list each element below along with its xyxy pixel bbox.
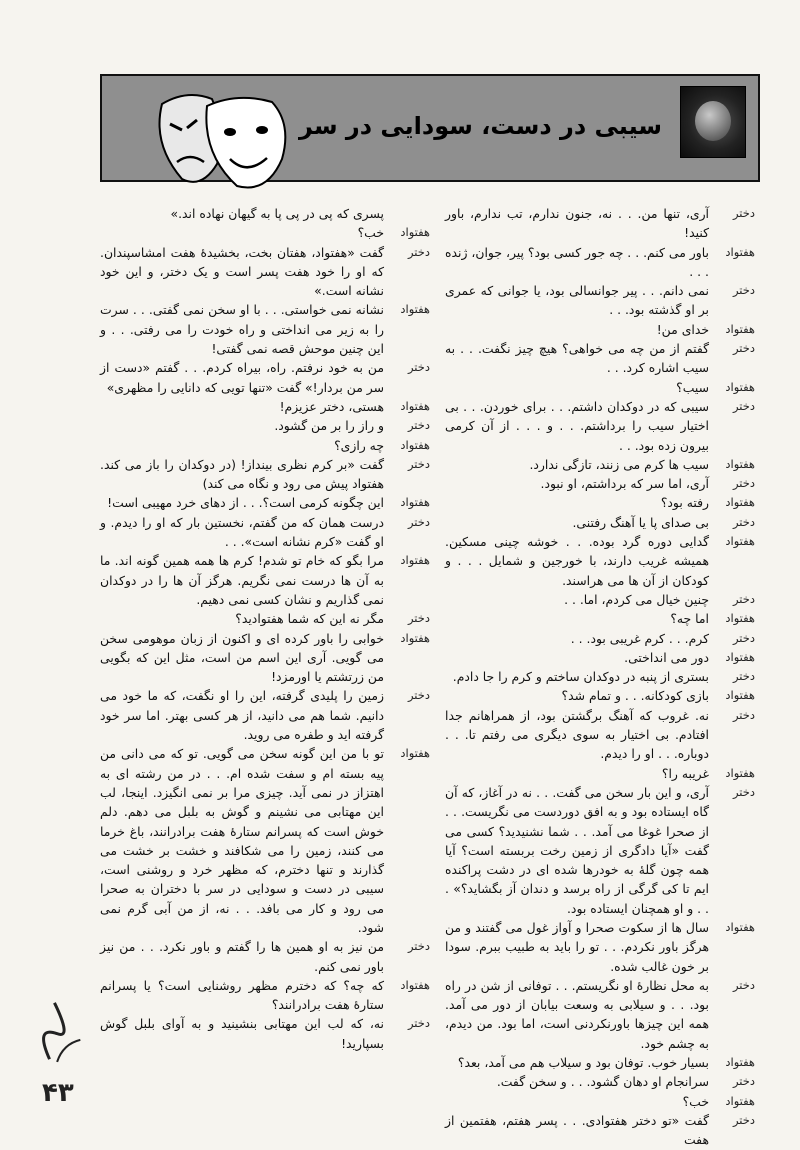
dialogue-text: سیب ها کرم می زنند، تازگی ندارد. [529, 456, 709, 472]
speaker-label: دختر [732, 476, 755, 491]
speaker-label: هفتواد [725, 1093, 755, 1108]
dialogue-line [445, 455, 755, 474]
speaker-label: دختر [732, 341, 755, 356]
dialogue-text: این چگونه کرمی است؟. . . از دهای خرد مهیبی است! [107, 495, 384, 511]
speaker-label: هفتواد [725, 688, 755, 703]
dialogue-line [100, 493, 430, 512]
dialogue-line [445, 493, 755, 512]
dialogue-line [100, 1014, 430, 1053]
dialogue-line [100, 686, 430, 744]
dialogue-line [100, 976, 430, 1015]
dialogue-text: رفته بود؟ [660, 495, 709, 511]
dialogue-line [100, 243, 430, 301]
right-column [445, 204, 755, 1150]
speaker-label: دختر [732, 514, 755, 529]
speaker-label: دختر [407, 456, 430, 471]
speaker-label: هفتواد [725, 1055, 755, 1070]
dialogue-line [100, 744, 430, 937]
dialogue-text: کرم. . . کرم غریبی بود. . . [570, 630, 709, 646]
dialogue-text: من نیز به او همین ها را گفتم و باور نکرد. . . من نیز باور نمی کنم. [100, 939, 384, 974]
speaker-label: هفتواد [725, 379, 755, 394]
dialogue-text: چه رازی؟ [334, 437, 384, 453]
dialogue-text: زمین را پلیدی گرفته، این را او نگفت، که ما خود می دانیم. شما هم می دانید، از هر کسی بهتر. اما سر خود گرفته اید و طفره می روید. [100, 688, 384, 743]
dialogue-line [445, 513, 755, 532]
speaker-label: هفتواد [725, 765, 755, 780]
speaker-label: هفتواد [400, 302, 430, 317]
speaker-label: دختر [407, 418, 430, 433]
dialogue-text: و راز را بر من گشود. [274, 418, 384, 434]
speaker-label: دختر [732, 977, 755, 992]
dialogue-line [445, 667, 755, 686]
dialogue-line [100, 300, 430, 358]
dialogue-text: خب؟ [357, 225, 384, 241]
dialogue-text: نشانه نمی خواستی. . . با او سخن نمی گفتی. . . سرت را به زیر می انداختی و راه خودت را می رفتی. . . و این چنین موحش قصه نمی گفتی! [100, 302, 384, 357]
dialogue-text: سیبی که در دوکدان داشتم. . . برای خوردن. . . بی اختیار سیب را برداشتم. . . و . . . از آن کرمی بیرون زده بود. . . [445, 398, 709, 453]
speaker-label: هفتواد [725, 495, 755, 510]
left-column [100, 204, 430, 1053]
dialogue-text: غریبه را؟ [661, 765, 709, 781]
dialogue-line [445, 609, 755, 628]
article-header [100, 74, 760, 182]
dialogue-line [445, 1072, 755, 1091]
speaker-label: دختر [407, 1016, 430, 1031]
speaker-label: دختر [732, 1112, 755, 1127]
speaker-label: هفتواد [400, 977, 430, 992]
speaker-label: هفتواد [400, 225, 430, 240]
dialogue-line [100, 513, 430, 552]
dialogue-line [100, 455, 430, 494]
speaker-label: دختر [407, 360, 430, 375]
dialogue-line [445, 1092, 755, 1111]
speaker-label: دختر [732, 669, 755, 684]
dialogue-line [445, 397, 755, 455]
dialogue-line [100, 551, 430, 609]
dialogue-text: مگر نه این که شما هفتوادید؟ [235, 611, 384, 627]
dialogue-line [100, 436, 430, 455]
speaker-label: هفتواد [400, 746, 430, 761]
dialogue-line [100, 609, 430, 628]
dialogue-line [445, 320, 755, 339]
dialogue-line [445, 976, 755, 1053]
dialogue-line [100, 416, 430, 435]
speaker-label: دختر [732, 1074, 755, 1089]
dialogue-line [445, 204, 755, 243]
magazine-logo [8, 986, 96, 1076]
speaker-label: دختر [732, 784, 755, 799]
dialogue-line [100, 223, 430, 242]
speaker-label: دختر [407, 611, 430, 626]
dialogue-text: سرانجام او دهان گشود. . . و سخن گفت. [496, 1074, 709, 1090]
dialogue-line [445, 783, 755, 918]
dialogue-text: خب؟ [682, 1093, 709, 1109]
dialogue-text: گدایی دوره گرد بوده. . . خوشه چینی مسکین. همیشه غریب دارند، با خورجین و شمایل . . . و کودکان از آن ها می هراسند. [445, 534, 709, 588]
speaker-label: هفتواد [400, 398, 430, 413]
dialogue-text: گفت «تو دختر هفتوادی. . . پسر هفتم، هفتمین از هفت [445, 1112, 709, 1148]
dialogue-text: آری، تنها من. . . نه، جنون ندارم، تب ندارم، باور کنید! [445, 206, 709, 241]
page-number: ۴۳ [42, 1078, 74, 1108]
dialogue-text: گفت «هفتواد، هفتان بخت، بخشیدهٔ هفت امشاسپندان. که او را خود هفت پسر است و یک دختر، و این خود نشانه است.» [100, 244, 384, 299]
apple-icon [695, 101, 731, 141]
speaker-label: هفتواد [400, 630, 430, 645]
dialogue-line [445, 243, 755, 282]
dialogue-line [445, 764, 755, 783]
speaker-label: دختر [732, 398, 755, 413]
dialogue-text: بستری از پنبه در دوکدان ساختم و کرم را جا دادم. [452, 669, 709, 685]
dialogue-text: گفت «بر کرم نظری بینداز! (در دوکدان را باز می کند. هفتواد پیش می رود و نگاه می کند) [100, 456, 384, 492]
speaker-label: هفتواد [725, 919, 755, 934]
dialogue-text: اما چه؟ [670, 611, 709, 627]
dialogue-line [445, 590, 755, 609]
speaker-label: هفتواد [725, 321, 755, 336]
dialogue-line [445, 706, 755, 764]
speaker-label: هفتواد [400, 553, 430, 568]
dialogue-text: سیب؟ [676, 379, 709, 395]
dialogue-text: آری، اما سر که برداشتم، او نبود. [540, 476, 709, 492]
dialogue-text: بازی کودکانه. . . و تمام شد؟ [561, 688, 709, 704]
speaker-label: هفتواد [400, 437, 430, 452]
speaker-label: هفتواد [725, 244, 755, 259]
dialogue-line [445, 339, 755, 378]
dialogue-text: چنین خیال می کردم، اما. . . [564, 591, 709, 607]
dialogue-line [100, 937, 430, 976]
dialogue-line [445, 918, 755, 976]
dialogue-line [445, 1053, 755, 1072]
dialogue-text: به محل نظارهٔ او نگریستم. . . توفانی از شن در راه بود. . . و سیلابی به وسعت بیابان از دور می آمد. همه این چیزها باورنکردنی است، اما بود. من دیدم، به چشم خود. [445, 977, 709, 1051]
dialogue-line [445, 532, 755, 590]
dialogue-line [445, 378, 755, 397]
dialogue-text: سال ها از سکوت صحرا و آواز غول می گفتند و من هرگز باور نکردم. . . تو را باید به طبیب ببرم. سودا بر خون غالب شده. [445, 919, 709, 974]
dialogue-text: خوابی را باور کرده ای و اکنون از زبان موهومی سخن می گویی. آری این اسم من است، مثل این که بگویی من زرتشتم یا اورمزد! [100, 630, 384, 685]
dialogue-text: تو با من این گونه سخن می گویی. تو که می دانی من پیه بسته ام و سفت شده ام. . . در من رشته ای به اهتزاز در نمی آید. چیزی مرا بر نمی انگیزد. اینجا، لب این مهتابی می نشینم و گوش به بلبل می دهم. دلم خوش است که پسرانم ستارهٔ هفت برادرانند، باغ خرما می کنند، زمین را می شکافند و خشت بر خشت می گذارند و تنها دخترم، که مظهر خرد و روشنی است، سیبی در دست و سودایی در سر با دختران به صحرا می رود و کار می بافد. . . نه، از من آبی گرم نمی شود. [100, 746, 384, 935]
speaker-label: هفتواد [725, 534, 755, 549]
speaker-label: هفتواد [725, 649, 755, 664]
dialogue-line [445, 474, 755, 493]
article-title: سیبی در دست، سودایی در سر [299, 112, 662, 140]
dialogue-line [100, 204, 430, 223]
speaker-label: دختر [732, 283, 755, 298]
speaker-label: دختر [407, 688, 430, 703]
speaker-label: هفتواد [725, 611, 755, 626]
dialogue-line [100, 358, 430, 397]
dialogue-line [100, 397, 430, 416]
dialogue-text: بسیار خوب. توفان بود و سیلاب هم می آمد، بعد؟ [457, 1055, 709, 1071]
dialogue-text: باور می کنم. . . چه جور کسی بود؟ پیر، جوان، ژنده . . . [445, 244, 709, 279]
speaker-label: دختر [732, 591, 755, 606]
dialogue-text: درست همان که من گفتم، نخستین بار که او را دیدم. و او گفت «کرم نشانه است». . . [100, 514, 384, 550]
dialogue-text: نمی دانم. . . پیر جوانسالی بود، یا جوانی که عمری بر او گذشته بود. . . [445, 283, 709, 318]
dialogue-line [100, 629, 430, 687]
apple-photo [680, 86, 746, 158]
speaker-label: دختر [407, 514, 430, 529]
speaker-label: هفتواد [725, 456, 755, 471]
dialogue-text: آری، و این بار سخن می گفت. . . نه در آغاز، که آن گاه ایستاده بود و به افق دوردست می نگریست. . . از صحرا غوغا می آمد. . . شما نشنیدید؟ کسی می گفت «آیا دادگری از زمین رخت بربسته است؟ آیا همه چون گلهٔ به خودرها شده ای در دشت پراکنده ایم تا کی گرگی از راه برسد و دندان آز بگشاید؟» . . . و او همچنان ایستاده بود. [445, 784, 709, 916]
dialogue-line [445, 281, 755, 320]
dialogue-line [445, 686, 755, 705]
speaker-label: دختر [732, 707, 755, 722]
speaker-label: دختر [732, 206, 755, 220]
dialogue-line [445, 648, 755, 667]
speaker-label: دختر [407, 939, 430, 954]
dialogue-line [445, 629, 755, 648]
dialogue-text: دور می انداختی. [624, 649, 709, 665]
dialogue-text: من به خود نرفتم. راه، بیراه کردم. . . گفتم «دست از سر من بردار!» گفت «تنها تویی که دانایی را مظهری» [100, 360, 384, 395]
dialogue-text: پسری که پی در پی پا به گیهان نهاده اند.» [170, 206, 384, 221]
speaker-label: دختر [732, 630, 755, 645]
dialogue-text: بی صدای پا یا آهنگ رفتنی. [572, 514, 709, 530]
speaker-label: هفتواد [400, 495, 430, 510]
dialogue-text: نه، که لب این مهتابی بنشینید و به آوای بلبل گوش بسپارید! [100, 1016, 384, 1051]
dialogue-text: هستی، دختر عزیزم! [279, 398, 384, 414]
dialogue-text: که چه؟ که دخترم مظهر روشنایی است؟ یا پسرانم ستارهٔ هفت برادرانند؟ [100, 977, 384, 1013]
dialogue-text: نه. غروب که آهنگ برگشتن بود، از همراهانم جدا افتادم. بی اختیار به سوی دیگری می رفتم تا. . . دوباره. . . او را دیدم. [445, 707, 709, 762]
dialogue-text: خدای من! [656, 321, 709, 337]
dialogue-text: گفتم از من چه می خواهی؟ هیچ چیز نگفت. . . به سیب اشاره کرد. . . [445, 341, 709, 376]
speaker-label: دختر [407, 244, 430, 259]
theatre-masks-illustration [142, 84, 292, 194]
dialogue-text: مرا بگو که خام تو شدم! کرم ها همه همین گونه اند. ما به آن ها درست نمی نگریم. هرگز آن ها را در دوکدان نمی گذاریم و نشان کسی نمی دهیم. [100, 553, 384, 607]
